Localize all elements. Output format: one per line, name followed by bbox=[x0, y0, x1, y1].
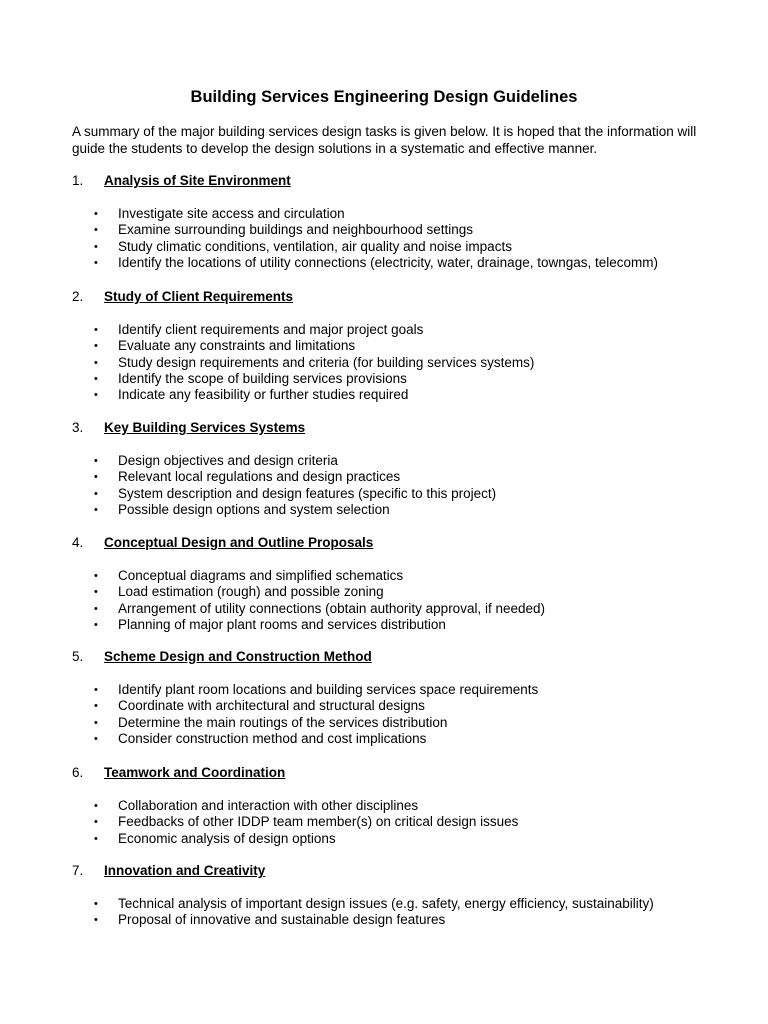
bullet-icon: • bbox=[94, 340, 98, 353]
list-item-text: Feedbacks of other IDDP team member(s) on critical design issues bbox=[118, 814, 519, 830]
list-item bbox=[0, 469, 768, 485]
bullet-icon: • bbox=[94, 618, 98, 631]
section-number: 3. bbox=[72, 420, 84, 435]
list-item-text: Consider construction method and cost implications bbox=[118, 730, 427, 746]
list-item bbox=[0, 698, 768, 714]
bullet-icon: • bbox=[94, 471, 98, 484]
page-title: Building Services Engineering Design Guidelines bbox=[190, 88, 578, 106]
list-item-text: Determine the main routings of the services distribution bbox=[118, 714, 448, 730]
list-item bbox=[0, 912, 768, 928]
list-item-text: Proposal of innovative and sustainable design features bbox=[118, 912, 446, 928]
bullet-list bbox=[0, 682, 768, 747]
section-number: 4. bbox=[72, 535, 84, 550]
bullet-icon: • bbox=[94, 324, 98, 336]
list-item-text: Technical analysis of important design issues (e.g. safety, energy efficiency, sustainability) bbox=[118, 896, 654, 911]
list-item bbox=[0, 222, 768, 238]
section-heading: Innovation and Creativity bbox=[104, 863, 266, 878]
bullet-icon: • bbox=[94, 570, 98, 582]
list-item bbox=[0, 322, 768, 338]
list-item-text: Identify client requirements and major project goals bbox=[118, 322, 424, 337]
bullet-list bbox=[0, 206, 768, 271]
bullet-list bbox=[0, 322, 768, 403]
bullet-list bbox=[0, 798, 768, 847]
bullet-icon: • bbox=[94, 487, 98, 500]
bullet-icon: • bbox=[94, 700, 98, 713]
bullet-icon: • bbox=[94, 224, 98, 237]
list-item bbox=[0, 601, 768, 617]
section-heading: Teamwork and Coordination bbox=[104, 765, 286, 780]
bullet-icon: • bbox=[94, 586, 98, 599]
list-item-text: Collaboration and interaction with other disciplines bbox=[118, 798, 419, 813]
bullet-icon: • bbox=[94, 816, 98, 829]
list-item-text: Planning of major plant rooms and services distribution bbox=[118, 616, 446, 632]
bullet-icon: • bbox=[94, 389, 98, 402]
bullet-icon: • bbox=[94, 208, 98, 220]
list-item bbox=[0, 453, 768, 469]
list-item bbox=[0, 831, 768, 847]
list-item bbox=[0, 617, 768, 633]
bullet-icon: • bbox=[94, 240, 98, 253]
section-number: 1. bbox=[72, 173, 84, 188]
list-item-text: Study climatic conditions, ventilation, air quality and noise impacts bbox=[118, 238, 512, 254]
list-item-text: Identify the scope of building services provisions bbox=[118, 370, 407, 386]
section-number: 6. bbox=[72, 765, 84, 780]
bullet-icon: • bbox=[94, 732, 98, 745]
section-number: 2. bbox=[72, 289, 84, 304]
section-number: 7. bbox=[72, 863, 84, 878]
list-item bbox=[0, 371, 768, 387]
list-item bbox=[0, 731, 768, 747]
bullet-icon: • bbox=[94, 914, 98, 927]
list-item bbox=[0, 715, 768, 731]
list-item-text: Identify the locations of utility connections (electricity, water, drainage, towngas, telecomm) bbox=[118, 254, 659, 270]
list-item bbox=[0, 568, 768, 584]
bullet-icon: • bbox=[94, 256, 98, 269]
list-item bbox=[0, 255, 768, 271]
bullet-icon: • bbox=[94, 800, 98, 812]
section-heading: Conceptual Design and Outline Proposals bbox=[104, 535, 374, 550]
section-heading: Study of Client Requirements bbox=[104, 289, 294, 304]
list-item-text: Arrangement of utility connections (obtain authority approval, if needed) bbox=[118, 600, 545, 616]
list-item bbox=[0, 896, 768, 912]
list-item bbox=[0, 206, 768, 222]
list-item-text: Load estimation (rough) and possible zoning bbox=[118, 584, 384, 600]
bullet-icon: • bbox=[94, 503, 98, 516]
intro-paragraph: A summary of the major building services design tasks is given below. It is hoped that the information will guide the students to develop the design solutions in a systematic and effective manner. bbox=[72, 124, 697, 156]
bullet-icon: • bbox=[94, 832, 98, 845]
list-item bbox=[0, 338, 768, 354]
list-item-text: Identify plant room locations and building services space requirements bbox=[118, 682, 539, 697]
list-item bbox=[0, 814, 768, 830]
list-item-text: Relevant local regulations and design practices bbox=[118, 469, 401, 485]
list-item-text: Examine surrounding buildings and neighbourhood settings bbox=[118, 222, 473, 238]
list-item-text: Possible design options and system selection bbox=[118, 501, 390, 517]
list-item-text: Indicate any feasibility or further studies required bbox=[118, 387, 409, 403]
bullet-icon: • bbox=[94, 602, 98, 615]
bullet-icon: • bbox=[94, 455, 98, 467]
section-heading: Scheme Design and Construction Method bbox=[104, 649, 372, 664]
list-item-text: Economic analysis of design options bbox=[118, 830, 336, 846]
list-item bbox=[0, 239, 768, 255]
bullet-list bbox=[0, 568, 768, 633]
section-heading: Key Building Services Systems bbox=[104, 420, 306, 435]
bullet-icon: • bbox=[94, 356, 98, 369]
list-item-text: Evaluate any constraints and limitations bbox=[118, 338, 356, 354]
list-item bbox=[0, 387, 768, 403]
list-item-text: Coordinate with architectural and structural designs bbox=[118, 698, 425, 714]
list-item-text: Design objectives and design criteria bbox=[118, 453, 338, 468]
list-item bbox=[0, 798, 768, 814]
list-item bbox=[0, 584, 768, 600]
list-item bbox=[0, 355, 768, 371]
bullet-list bbox=[0, 453, 768, 518]
bullet-icon: • bbox=[94, 716, 98, 729]
bullet-list bbox=[0, 896, 768, 929]
list-item-text: Study design requirements and criteria (for building services systems) bbox=[118, 354, 535, 370]
section-heading: Analysis of Site Environment bbox=[104, 173, 291, 188]
list-item bbox=[0, 682, 768, 698]
section-number: 5. bbox=[72, 649, 84, 664]
list-item-text: System description and design features (specific to this project) bbox=[118, 485, 497, 501]
list-item-text: Investigate site access and circulation bbox=[118, 206, 345, 221]
bullet-icon: • bbox=[94, 898, 98, 910]
list-item bbox=[0, 486, 768, 502]
list-item bbox=[0, 502, 768, 518]
bullet-icon: • bbox=[94, 684, 98, 696]
list-item-text: Conceptual diagrams and simplified schematics bbox=[118, 568, 404, 583]
bullet-icon: • bbox=[94, 372, 98, 385]
